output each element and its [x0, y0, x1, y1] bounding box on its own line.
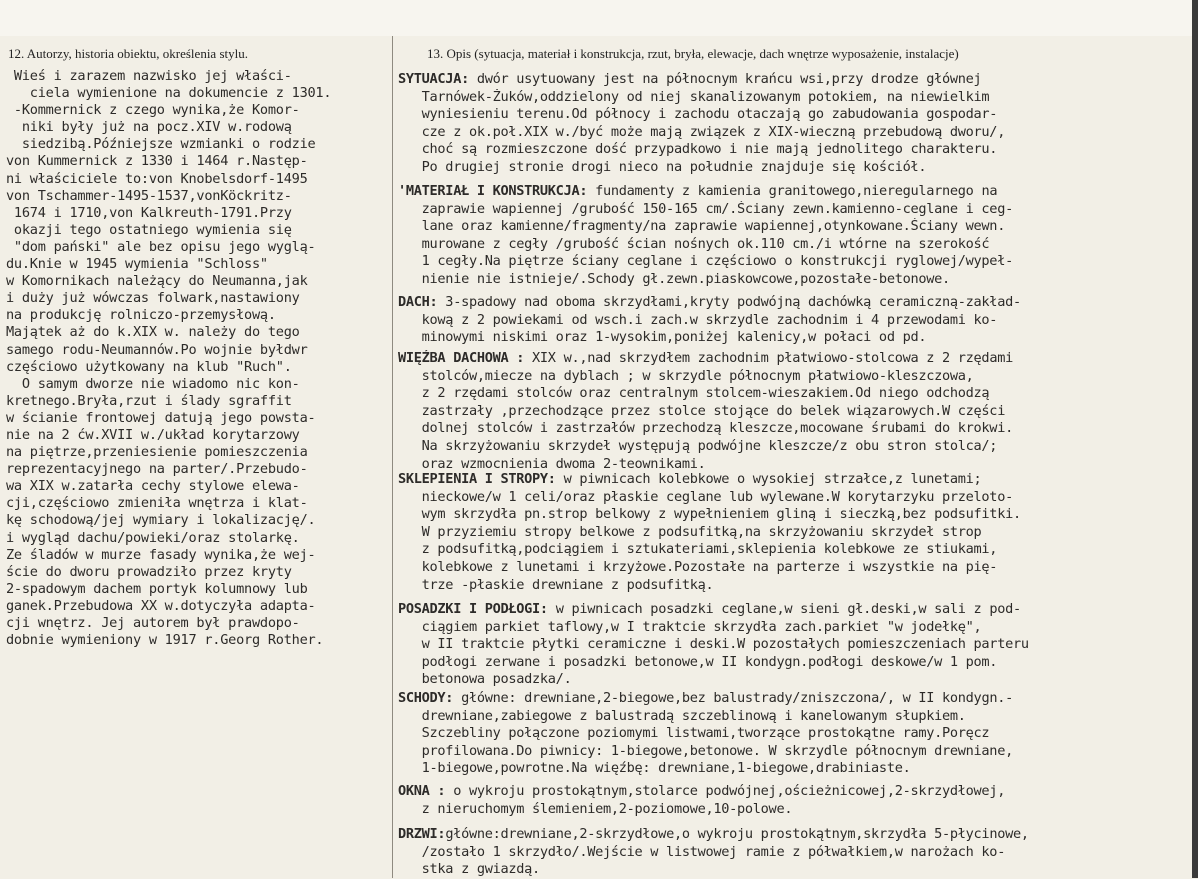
history-line: cji wnętrz. Jej autorem był prawdopo-: [6, 615, 300, 631]
section-line: [398, 471, 1193, 489]
section-material-construction: [398, 183, 1193, 289]
history-line: cji,częściowo zmieniła wnętrza i klat-: [6, 495, 308, 512]
history-line: samego rodu-Neumannów.Po wojnie byłdwr: [6, 341, 308, 358]
history-line: niki były już na pocz.XIV w.rodową: [6, 119, 292, 136]
section-line: wyniesieniu terenu.Od północy i zachodu otaczają go zabudowania gospodar-: [398, 106, 998, 123]
section-situation: [398, 71, 1193, 177]
section-line: 1-biegowe,powrotne.Na więźbę: drewniane,1-biegowe,drabiniaste.: [398, 760, 911, 777]
section-text: w piwnicach posadzki ceglane,w sieni gł.deski,w sali z pod-: [547, 601, 1021, 617]
section-line: betonowa posadzka/.: [398, 671, 572, 688]
history-line: "dom pański" ale bez opisu jego wyglą-: [6, 238, 316, 255]
section-line: profilowana.Do piwnicy: 1-biegowe,betonowe. W skrzydle północnym drewniane,: [398, 742, 1013, 759]
section-line: ciągiem parkiet taflowy,w I traktcie skrzydła zach.parkiet "w jodełkę",: [398, 618, 982, 635]
section-line: stka z gwiazdą.: [398, 861, 540, 878]
history-line: O samym dworze nie wiadomo nic kon-: [6, 375, 300, 392]
history-line: du.Knie w 1945 wymienia "Schloss": [6, 256, 268, 273]
history-line: siedzibą.Późniejsze wzmianki o rodzie: [6, 136, 316, 153]
history-line: na produkcję rolniczo-przemysłową.: [6, 307, 276, 324]
section-line: z 2 rzędami stolców oraz centralnym stolcem-wieszakiem.Od niego odchodzą: [398, 385, 990, 402]
section-line: lane oraz kamienne/fragmenty/na zaprawie wapiennej,otynkowane.Ściany wewn.: [398, 218, 1006, 235]
section-text: o wykroju prostokątnym,stolarce podwójnej,ościeżnicowej,2-skrzydłowej,: [445, 783, 1006, 799]
history-line: w ścianie frontowej datują jego powsta-: [6, 409, 316, 426]
section-label: SKLEPIENIA I STROPY:: [398, 471, 556, 487]
history-line: i wygląd dachu/powieki/oraz stolarkę.: [6, 529, 300, 546]
section-line: [398, 690, 1193, 708]
section-line: murowane z cegły /grubość ścian nośnych ok.110 cm./i wtórne na szerokość: [398, 235, 990, 252]
section-line: oraz wzmocnienia dwoma 2-teownikami.: [398, 455, 706, 472]
section-line: [398, 350, 1193, 368]
section-vaults-ceilings: [398, 471, 1193, 594]
section-label: 'MATERIAŁ I KONSTRUKCJA:: [398, 183, 588, 199]
history-line: von Tschammer-1495-1537,vonKöckritz-: [6, 187, 292, 204]
history-line: w Komornikach należący do Neumanna,jak: [6, 273, 308, 290]
section-label: OKNA :: [398, 783, 446, 799]
section-line: nieckowe/w 1 celi/oraz płaskie ceglane lub wylewane.W korytarzyku przeloto-: [398, 488, 1013, 505]
section-line: nienie nie istnieje/.Schody gł.zewn.piaskowcowe,pozostałe-betonowe.: [398, 270, 950, 287]
section-line: [398, 183, 1193, 201]
column-divider: [392, 36, 393, 878]
section-line: Tarnówek-Żuków,oddzielony od niej skanalizowanym potokiem, na niewielkim: [398, 88, 990, 105]
section-line: [398, 71, 1193, 89]
section-line: podłogi zerwane i posadzki betonowe,w II kondygn.podłogi deskowe/w 1 pom.: [398, 653, 998, 670]
section-text: fundamenty z kamienia granitowego,nieregularnego na: [587, 183, 998, 199]
section-line: w II traktcie płytki ceramiczne i deski.W pozostałych pomieszczeniach parteru: [398, 636, 1029, 653]
section-line: trze -płaskie drewniane z podsufitką.: [398, 576, 714, 593]
history-line: ciela wymienione na dokumencie z 1301.: [6, 85, 332, 102]
history-line: Majątek aż do k.XIX w. należy do tego: [6, 324, 300, 341]
history-line: 2-spadowym dachem portyk kolumnowy lub: [6, 580, 308, 597]
section-text: główne:drewniane,2-skrzydłowe,o wykroju prostokątnym,skrzydła 5-płycinowe,: [445, 826, 1029, 842]
section-windows: [398, 783, 1193, 818]
history-line: wa XIX w.zatarła cechy stylowe elewa-: [6, 478, 300, 495]
section-doors: [398, 826, 1193, 879]
section-label: POSADZKI I PODŁOGI:: [398, 601, 548, 617]
section-line: drewniane,zabiegowe z balustradą szczeblinową i kanelowanym słupkiem.: [398, 707, 966, 724]
top-margin: [0, 0, 1198, 36]
history-line: dobnie wymieniony w 1917 r.Georg Rother.: [6, 632, 324, 649]
history-line: Wieś i zarazem nazwisko jej właści-: [6, 68, 292, 84]
section-stairs: [398, 690, 1193, 778]
section-line: kową z 2 powiekami od wsch.i zach.w skrzydle zachodnim i 4 przewodami ko-: [398, 311, 998, 328]
section-line: [398, 826, 1193, 844]
section-text: 3-spadowy nad oboma skrzydłami,kryty podwójną dachówką ceramiczną-zakład-: [437, 294, 1021, 310]
section-label: DRZWI:: [398, 826, 446, 842]
history-text: [6, 68, 390, 649]
header-description: 13. Opis (sytuacja, materiał i konstrukcja, rzut, bryła, elewacje, dach wnętrze wyposażenie, instalacje): [427, 46, 959, 61]
section-line: wym skrzydła pn.strop belkowy z wypełnieniem gliną i sieczką,bez podsufitki.: [398, 506, 1021, 523]
section-line: z nieruchomym ślemieniem,2-poziomowe,10-polowe.: [398, 800, 793, 817]
section-label: DACH:: [398, 294, 438, 310]
history-line: ście do dworu prowadziło przez kryty: [6, 563, 292, 580]
section-label: SCHODY:: [398, 690, 454, 706]
section-line: zastrzały ,przechodzące przez stolce stojące do belek wiązarowych.W części: [398, 402, 1006, 419]
section-text: w piwnicach kolebkowe o wysokiej strzałce,z lunetami;: [555, 471, 982, 487]
section-line: kolebkowe z lunetami i krzyżowe.Pozostałe na parterze i wszystkie na pię-: [398, 558, 998, 575]
section-label: SYTUACJA:: [398, 71, 469, 87]
history-line: Ze śladów w murze fasady wynika,że wej-: [6, 546, 316, 563]
section-line: Na skrzyżowaniu skrzydeł występują podwójne kleszcze/z obu stron stolca/;: [398, 437, 998, 454]
section-roof-truss: [398, 350, 1193, 473]
section-line: [398, 783, 1193, 801]
header-authors-history: 12. Autorzy, historia obiektu, określenia stylu.: [8, 46, 248, 61]
section-line: minowymi niskimi oraz 1-wysokim,poniżej kalenicy,w połaci od pd.: [398, 329, 927, 346]
section-line: zaprawie wapiennej /grubość 150-165 cm/.Ściany zewn.kamienno-ceglane i ceg-: [398, 200, 1013, 217]
section-floors: [398, 601, 1193, 689]
history-line: i duży już wówczas folwark,nastawiony: [6, 290, 300, 307]
history-line: kretnego.Bryła,rzut i ślady sgraffit: [6, 392, 292, 409]
section-line: W przyziemiu stropy belkowe z podsufitką,na skrzyżowaniu skrzydeł strop: [398, 523, 982, 540]
history-line: na piętrze,przeniesienie pomieszczenia: [6, 444, 308, 461]
section-roof: [398, 294, 1193, 347]
section-line: choć są rozmieszczone dość przypadkowo i nie mają jednolitego charakteru.: [398, 141, 998, 158]
history-line: von Kummernick z 1330 i 1464 r.Następ-: [6, 153, 308, 170]
section-line: z podsufitką,podciągiem i sztukateriami,sklepienia kolebkowe ze stiukami,: [398, 541, 998, 558]
section-text: XIX w.,nad skrzydłem zachodnim płatwiowo-stolcowa z 2 rzędami: [524, 350, 1013, 366]
history-line: reprezentacyjnego na parter/.Przebudo-: [6, 461, 308, 478]
section-line: 1 cegły.Na piętrze ściany ceglane i częściowo o konstrukcji ryglowej/wypeł-: [398, 253, 1013, 270]
history-line: ni właściciele to:von Knobelsdorf-1495: [6, 170, 308, 187]
section-line: [398, 601, 1193, 619]
history-line: ganek.Przebudowa XX w.dotyczyła adapta-: [6, 597, 316, 614]
history-line: -Kommernick z czego wynika,że Komor-: [6, 102, 300, 119]
history-line: nie na 2 ćw.XVII w./układ korytarzowy: [6, 426, 300, 443]
section-line: [398, 294, 1193, 312]
section-text: dwór usytuowany jest na północnym krańcu wsi,przy drodze głównej: [468, 71, 982, 87]
history-line: częściowo użytkowany na klub "Ruch".: [6, 358, 292, 375]
section-line: stolców,miecze na dyblach ; w skrzydle północnym płatwiowo-kleszczowa,: [398, 367, 974, 384]
history-line: okazji tego ostatniego wymienia się: [6, 221, 292, 238]
section-line: /zostało 1 skrzydło/.Wejście w listwowej ramie z półwałkiem,w narożach ko-: [398, 843, 1006, 860]
history-line: 1674 i 1710,von Kalkreuth-1791.Przy: [6, 204, 292, 221]
section-text: główne: drewniane,2-biegowe,bez balustrady/zniszczona/, w II kondygn.-: [453, 690, 1013, 706]
section-label: WIĘŹBA DACHOWA :: [398, 350, 525, 366]
section-line: Po drugiej stronie drogi nieco na południe znajduje się kościół.: [398, 158, 927, 175]
section-line: Szczebliny połączone poziomymi listwami,tworzące prostokątne ramy.Poręcz: [398, 725, 990, 742]
history-line: kę schodową/jej wymiary i lokalizację/.: [6, 512, 316, 529]
section-line: cze z ok.poł.XIX w./być może mają związek z XIX-wieczną przebudową dworu/,: [398, 123, 1006, 140]
section-line: dolnej stolców i zastrzałów przechodzą kleszcze,mocowane śrubami do krokwi.: [398, 420, 1013, 437]
